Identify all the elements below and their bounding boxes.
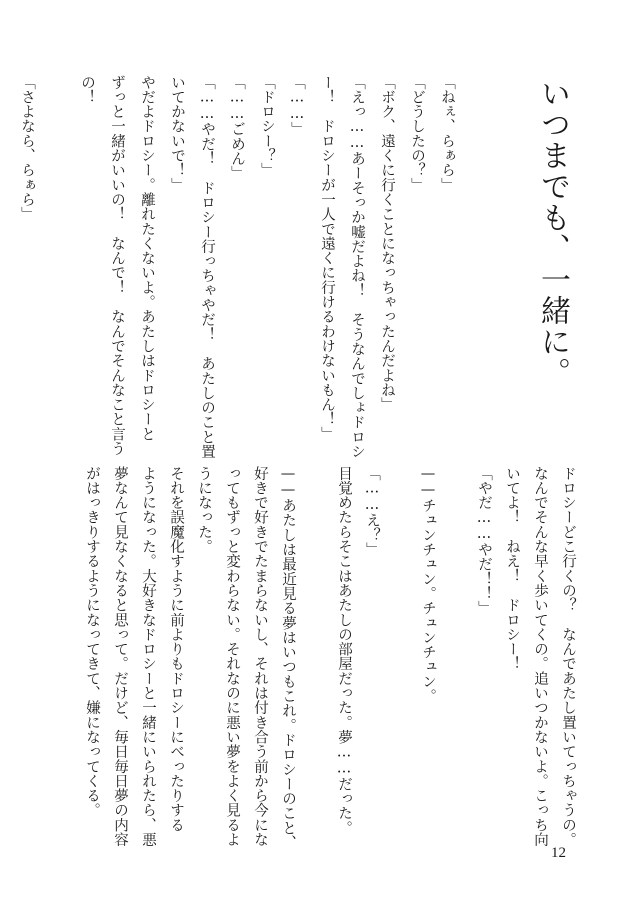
lower-text-block	[84, 466, 582, 850]
chapter-title: いつまでも、一緒に。	[535, 78, 570, 388]
line-gap	[42, 75, 72, 425]
text-line: ——チュンチュン。チュンチュン。	[420, 466, 436, 704]
text-line: 「……やだ！ ドロシー行っちゃやだ！ あたしのこと置	[199, 75, 215, 459]
text-line: ってもずっと変わらない。それなのに悪い夢をよく見るよ	[224, 466, 240, 847]
text-line: 「やだ……やだ！！」	[476, 466, 492, 616]
line-gap	[302, 466, 330, 826]
text-line: ——あたしは最近見る夢はいつもこれ。ドロシーのこと、	[280, 466, 296, 850]
page-number: 12	[551, 845, 566, 861]
text-line: ずっと一緒がいいの！ なんで！ なんでそんなこと言う	[109, 75, 125, 456]
text-line: 夢なんて見なくなると思って。だけど、毎日毎日夢の内容	[112, 466, 128, 847]
text-line: 「ねぇ、らぁら」	[439, 75, 455, 193]
text-line: ー！ ドロシーが一人で遠くに行けるわけないもん！」	[319, 75, 335, 442]
text-line: ドロシーどこ行くの？ なんであたし置いてっちゃうの。	[560, 466, 576, 847]
line-gap	[442, 466, 470, 826]
text-line: 「えっ……あーそっか嘘だよね！ そうなんでしょドロシ	[349, 75, 365, 459]
text-line: いてよ！ ねえ！ ドロシー！	[504, 466, 520, 672]
text-line: がはっきりするようになってきて、嫌になってくる。	[84, 466, 100, 818]
text-line: いてかないで！」	[169, 75, 185, 193]
text-line: ようになった。大好きなドロシーと一緒にいられたら、悪	[140, 466, 156, 847]
upper-text-block	[19, 75, 462, 459]
text-line: 「どうしたの？」	[409, 75, 425, 193]
text-line: 「さよなら、らぁら」	[19, 75, 35, 222]
text-line: やだよドロシー。離れたくないよ。あたしはドロシーと	[139, 75, 155, 442]
text-line: それを誤魔化すように前よりもドロシーにべったりする	[168, 466, 184, 833]
text-line: 「……ごめん」	[229, 75, 245, 181]
text-line: 「……え？」	[364, 466, 380, 557]
text-line: なんでそんな早く歩いてくの。追いつかないよ。こっち向	[532, 466, 548, 847]
text-line: 好きで好きでたまらないし、それは付き合う前から今にな	[252, 466, 268, 847]
line-gap	[386, 466, 414, 826]
text-line: 「ドロシー？」	[259, 75, 275, 178]
text-line: 「ボク、遠くに行くことになっちゃったんだよね」	[379, 75, 395, 412]
text-line: の！	[79, 75, 95, 105]
text-line: うになった。	[196, 466, 212, 554]
text-line: 「……」	[289, 75, 305, 137]
text-line: 目覚めたらそこはあたしの部屋だった。夢……だった。	[336, 466, 352, 836]
